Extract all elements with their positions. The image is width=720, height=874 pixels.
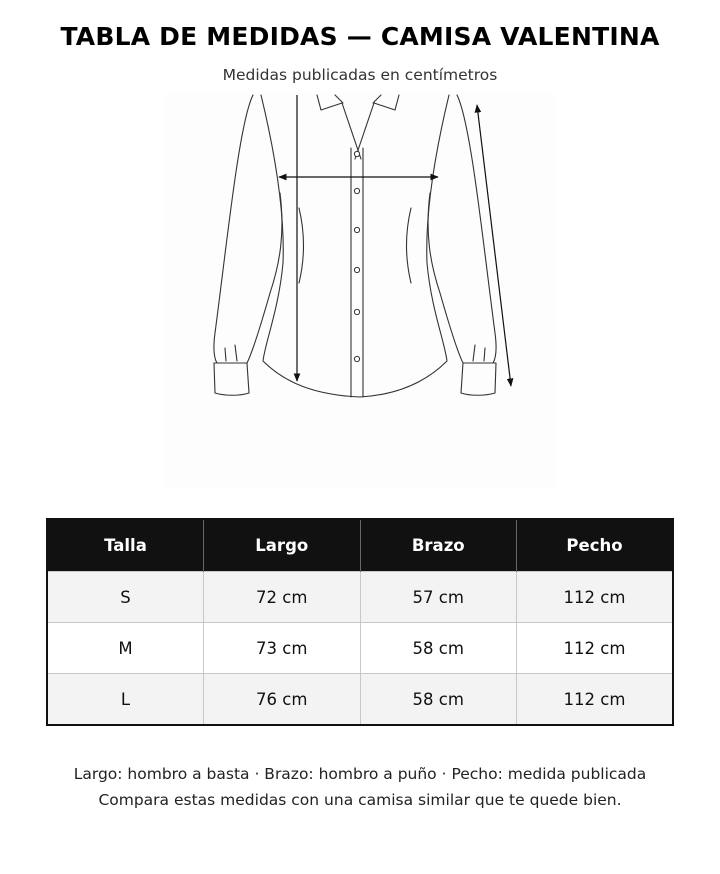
cell-pecho: 112 cm <box>517 572 674 623</box>
table-header-row <box>47 519 673 572</box>
cell-talla: L <box>47 674 204 726</box>
right-cuff <box>461 363 496 395</box>
cell-pecho: 112 cm <box>517 674 674 726</box>
shirt-body-left <box>261 95 360 397</box>
size-table <box>46 518 674 726</box>
collar-left <box>317 95 361 159</box>
brazo-arrow <box>477 105 511 386</box>
cell-brazo: 58 cm <box>360 623 517 674</box>
button <box>354 356 359 361</box>
page-subtitle: Medidas publicadas en centímetros <box>222 66 498 84</box>
column-header-largo: Largo <box>204 519 361 572</box>
button <box>354 267 359 272</box>
cell-largo: 73 cm <box>204 623 361 674</box>
column-header-talla: Talla <box>47 519 204 572</box>
collar-right <box>355 95 399 159</box>
cell-pecho: 112 cm <box>517 623 674 674</box>
cell-talla: S <box>47 572 204 623</box>
cell-talla: M <box>47 623 204 674</box>
column-header-brazo: Brazo <box>360 519 517 572</box>
button <box>354 309 359 314</box>
measurement-legend: Largo: hombro a basta · Brazo: hombro a puño · Pecho: medida publicada <box>73 765 647 783</box>
button <box>354 188 359 193</box>
table-row <box>47 674 673 726</box>
fit-advice: Compara estas medidas con una camisa similar que te quede bien. <box>98 791 622 809</box>
cell-brazo: 58 cm <box>360 674 517 726</box>
button <box>354 227 359 232</box>
cell-largo: 76 cm <box>204 674 361 726</box>
cell-brazo: 57 cm <box>360 572 517 623</box>
shirt-drawing-svg <box>165 93 555 488</box>
shirt-illustration <box>165 93 555 488</box>
shirt-body-right <box>360 95 449 397</box>
table-row <box>47 572 673 623</box>
left-cuff <box>214 363 249 395</box>
table-row <box>47 623 673 674</box>
column-header-pecho: Pecho <box>517 519 674 572</box>
cell-largo: 72 cm <box>204 572 361 623</box>
page-title: TABLA DE MEDIDAS — CAMISA VALENTINA <box>60 22 660 51</box>
button <box>354 151 359 156</box>
